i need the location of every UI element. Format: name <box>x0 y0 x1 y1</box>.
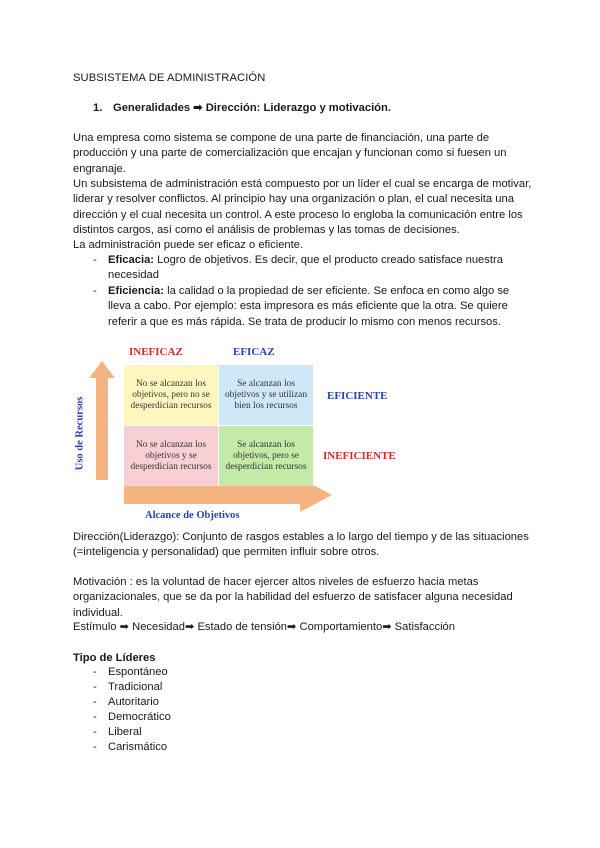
row-label-eficiente: EFICIENTE <box>327 390 388 402</box>
section-heading-text: Generalidades ➡ Dirección: Liderazgo y motivación. <box>113 102 391 114</box>
cell-top-right: Se alcanzan los objetivos y se utilizan bien los recursos <box>219 365 313 425</box>
section-number: 1. <box>93 102 103 114</box>
cell-bottom-left: No se alcanzan los objetivos y se desperdician recursos <box>124 426 218 486</box>
list-item: - Liberal <box>93 726 142 738</box>
paragraph-empresa: Una empresa como sistema se compone de una parte de financiación, una parte de producción y una parte de comercialización que encajan y funcionan como si fuesen un engranaje. <box>73 132 507 175</box>
list-item: - Espontáneo <box>93 666 168 678</box>
bullet-term: Eficiencia: <box>108 285 164 297</box>
list-item: - Autoritario <box>93 696 159 708</box>
bullet-eficiencia <box>93 284 533 330</box>
row-label-ineficiente: INEFICIENTE <box>323 450 396 462</box>
bullet-dash: - <box>93 285 97 297</box>
col-label-eficaz: EFICAZ <box>233 346 275 358</box>
bullet-text: la calidad o la propiedad de ser eficiente. Se enfoca en como algo se lleva a cabo. Por ejemplo: esta impresora es más eficiente que la otra. Se quiere referir a que es más rápida. Se trata de producir lo mismo con menos recursos. <box>108 285 510 328</box>
list-item: - Tradicional <box>93 681 163 693</box>
x-axis-label: Alcance de Objetivos <box>145 510 240 521</box>
paragraph-motivacion: Motivación : es la voluntad de hacer ejercer altos niveles de esfuerzo hacia metas organizacionales, que se da por la habilidad del esfuerzo de satisfacer alguna necesidad individual. <box>73 576 513 619</box>
paragraph-subsistema: Un subsistema de administración está compuesto por un líder el cual se encarga de motivar, liderar y resolver conflictos. Al principio hay una organización o plan, el cual necesita una dirección y el cual necesita un control. A este proceso lo engloba la comunicación entre los distintos cargos, así como el análisis de problemas y las tomas de decisiones. <box>73 178 532 236</box>
bullet-text: Logro de objetivos. Es decir, que el producto creado satisface nuestra necesidad <box>108 254 503 282</box>
efficiency-matrix-figure <box>70 340 430 530</box>
bullet-term: Eficacia: <box>108 254 155 266</box>
list-item: - Democrático <box>93 711 171 723</box>
bullet-dash: - <box>93 254 97 266</box>
motivation-chain: Estímulo ➡ Necesidad➡ Estado de tensión➡ Comportamiento➡ Satisfacción <box>73 621 456 633</box>
y-axis-label: Uso de Recursos <box>74 396 86 471</box>
leaders-heading: Tipo de Líderes <box>73 652 156 664</box>
col-label-ineficaz: INEFICAZ <box>129 346 183 358</box>
section-heading <box>93 101 391 114</box>
cell-bottom-right: Se alcanzan los objetivos, pero se desperdician recursos <box>219 426 313 486</box>
paragraph-eficaz-eficiente: La administración puede ser eficaz o eficiente. <box>73 239 304 251</box>
list-item: - Carismático <box>93 741 168 753</box>
cell-top-left: No se alcanzan los objetivos, pero no se desperdician recursos <box>124 365 218 425</box>
paragraph-direccion: Dirección(Liderazgo): Conjunto de rasgos estables a lo largo del tiempo y de las situaciones (=inteligencia y personalidad) que permiten influir sobre otros. <box>73 531 529 559</box>
document-title: SUBSISTEMA DE ADMINISTRACIÓN <box>73 72 266 84</box>
y-axis-arrow <box>89 361 115 480</box>
bullet-eficacia <box>93 253 533 284</box>
